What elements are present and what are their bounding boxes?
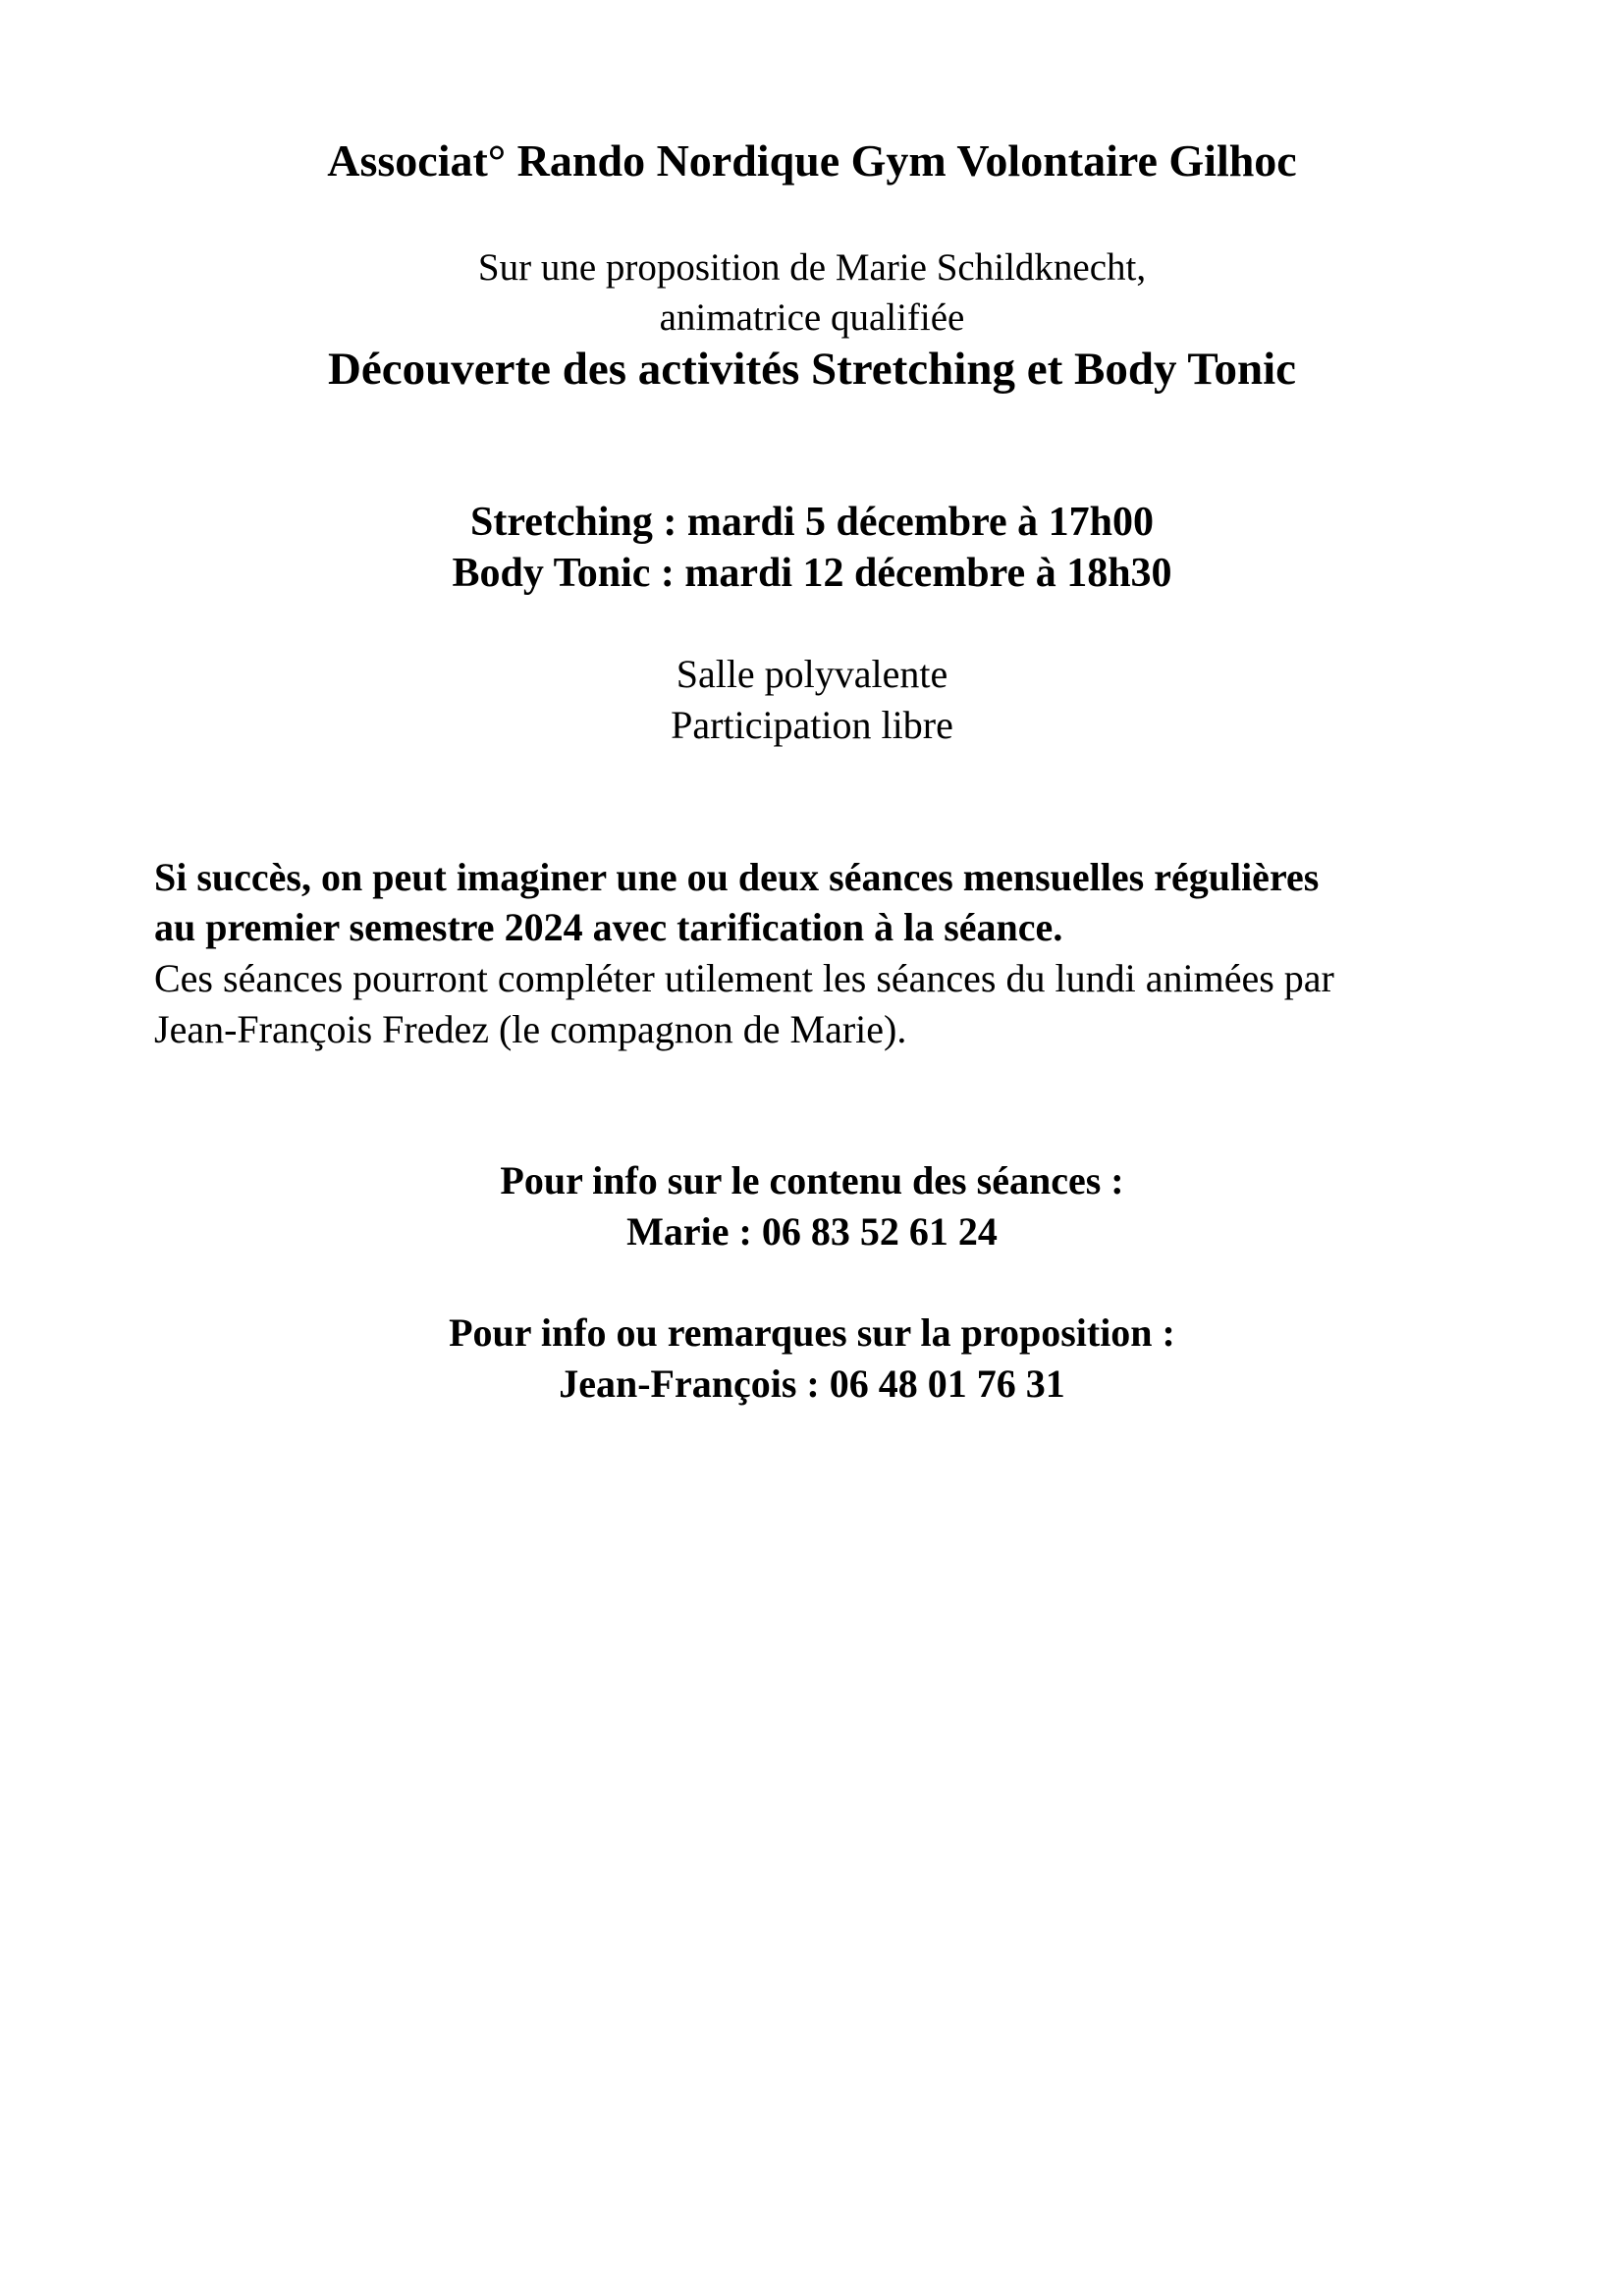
schedule-body-tonic: Body Tonic : mardi 12 décembre à 18h30 xyxy=(452,551,1172,596)
success-paragraph-line-2: au premier semestre 2024 avec tarification à la séance. xyxy=(154,905,1063,949)
venue-place: Salle polyvalente xyxy=(676,652,948,696)
document-title: Associat° Rando Nordique Gym Volontaire Gilhoc xyxy=(327,135,1297,186)
schedule-stretching: Stretching : mardi 5 décembre à 17h00 xyxy=(469,500,1155,545)
contact-value-marie: Marie : 06 83 52 61 24 xyxy=(626,1209,998,1254)
contact-label-content: Pour info sur le contenu des séances : xyxy=(500,1158,1124,1202)
contact-label-proposal: Pour info ou remarques sur la proposition : xyxy=(449,1310,1175,1355)
participation-text: Participation libre xyxy=(671,703,953,747)
contact-value-jean-francois: Jean-François : 06 48 01 76 31 xyxy=(559,1362,1065,1406)
success-paragraph-line-1: Si succès, on peut imaginer une ou deux séances mensuelles régulières xyxy=(154,855,1320,899)
intro-line-2: animatrice qualifiée xyxy=(659,296,965,339)
activity-heading: Découverte des activités Stretching et Body Tonic xyxy=(327,344,1296,395)
success-paragraph-line-3: Ces séances pourront compléter utilement les séances du lundi animées par xyxy=(154,956,1334,1000)
intro-line-1: Sur une proposition de Marie Schildknecht, xyxy=(477,246,1147,289)
success-paragraph-line-4: Jean-François Fredez (le compagnon de Marie). xyxy=(154,1007,907,1051)
